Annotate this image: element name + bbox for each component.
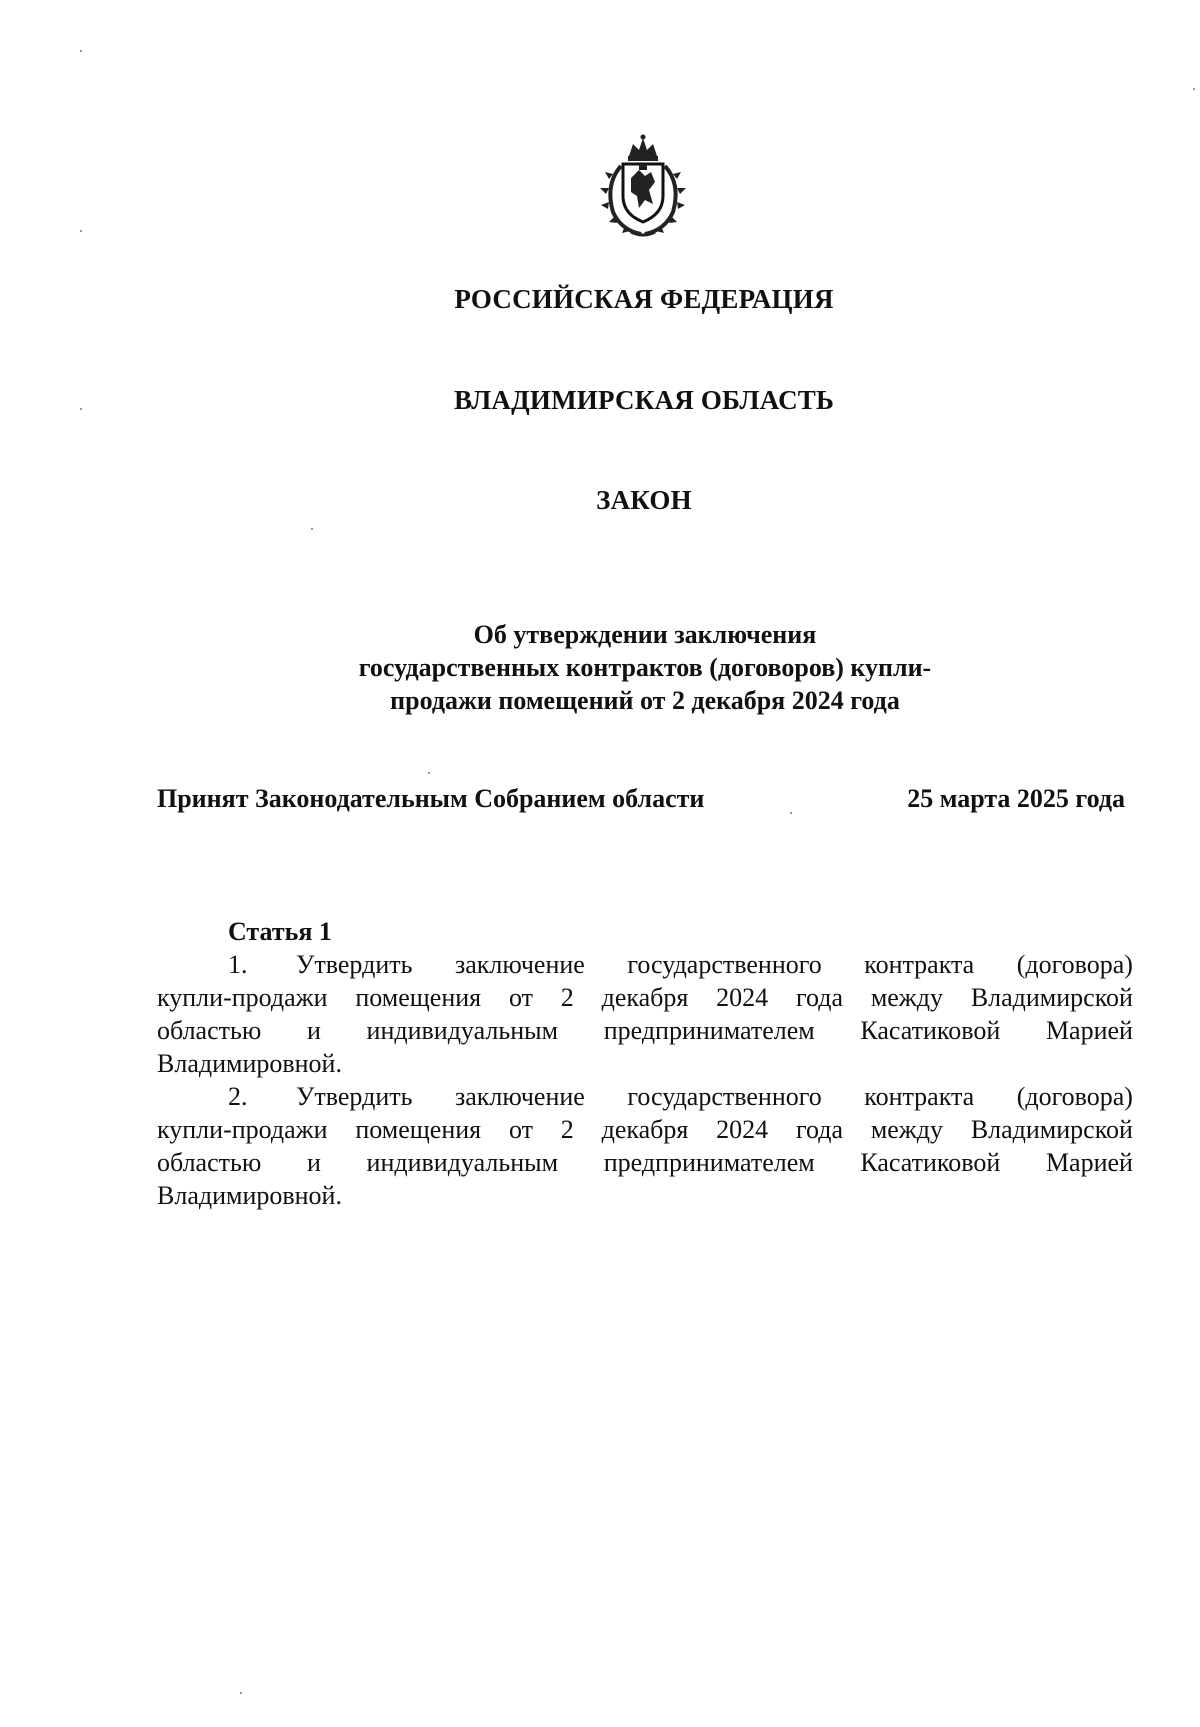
article-paragraph (157, 948, 1133, 1080)
word: между (870, 983, 943, 1012)
word: контракта (864, 950, 975, 979)
paragraph-line (157, 1146, 1133, 1179)
word: Утвердить (296, 1082, 413, 1111)
law-title-line: продажи помещений от 2 декабря 2024 года (390, 686, 900, 715)
word: купли-продажи (157, 983, 328, 1012)
word: областью (157, 1148, 262, 1177)
word: года (795, 983, 843, 1012)
word: государственного (627, 1082, 822, 1111)
word: заключение (454, 1082, 585, 1111)
article-items (157, 948, 1133, 1212)
region-heading: ВЛАДИМИРСКАЯ ОБЛАСТЬ (453, 385, 835, 415)
paragraph-line (157, 948, 1133, 981)
word: предпринимателем (603, 1016, 815, 1045)
word: (договора) (1016, 1082, 1133, 1111)
word: помещения (355, 983, 482, 1012)
country-heading: РОССИЙСКАЯ ФЕДЕРАЦИЯ (454, 284, 834, 314)
word: Касатиковой (860, 1016, 1001, 1045)
word: купли-продажи (157, 1115, 328, 1144)
adopting-body: Принят Законодательным Собранием области (157, 784, 705, 813)
article-title: Статья 1 (228, 917, 332, 946)
word: помещения (355, 1115, 482, 1144)
word: Владимирской (970, 1115, 1133, 1144)
coat-of-arms-icon (595, 134, 691, 238)
word: Марией (1045, 1016, 1133, 1045)
word: 2024 (716, 1115, 769, 1144)
word: индивидуальным (366, 1148, 559, 1177)
paragraph-line (157, 1047, 1133, 1080)
paragraph-line (157, 1014, 1133, 1047)
paragraph-line (157, 1080, 1133, 1113)
word: и (306, 1016, 321, 1045)
word: заключение (454, 950, 585, 979)
paragraph-line (157, 981, 1133, 1014)
word: Владимировной. (157, 1181, 342, 1210)
word: декабря (601, 1115, 689, 1144)
word: Утвердить (296, 950, 413, 979)
word: от (508, 1115, 533, 1144)
word: Марией (1045, 1148, 1133, 1177)
paragraph-line (157, 1179, 1133, 1212)
word: от (508, 983, 533, 1012)
article-1 (157, 915, 1133, 1212)
word: контракта (864, 1082, 975, 1111)
word: Касатиковой (860, 1148, 1001, 1177)
adoption-date: 25 марта 2025 года (907, 784, 1125, 813)
word: Владимировной. (157, 1049, 342, 1078)
word: года (795, 1115, 843, 1144)
word: 2024 (716, 983, 769, 1012)
word: государственного (627, 950, 822, 979)
word: (договора) (1016, 950, 1133, 979)
word: 2 (560, 983, 574, 1012)
document-type-heading: ЗАКОН (596, 485, 692, 515)
paragraph-number: 2. (228, 1082, 248, 1111)
word: декабря (601, 983, 689, 1012)
law-title (200, 618, 1090, 717)
word: и (306, 1148, 321, 1177)
word: Владимирской (970, 983, 1133, 1012)
paragraph-number: 1. (228, 950, 248, 979)
word: предпринимателем (603, 1148, 815, 1177)
law-title-line: Об утверждении заключения (473, 620, 817, 649)
paragraph-line (157, 1113, 1133, 1146)
word: областью (157, 1016, 262, 1045)
word: между (870, 1115, 943, 1144)
word: индивидуальным (366, 1016, 559, 1045)
law-title-line: государственных контрактов (договоров) купли- (358, 653, 932, 682)
article-paragraph (157, 1080, 1133, 1212)
word: 2 (560, 1115, 574, 1144)
